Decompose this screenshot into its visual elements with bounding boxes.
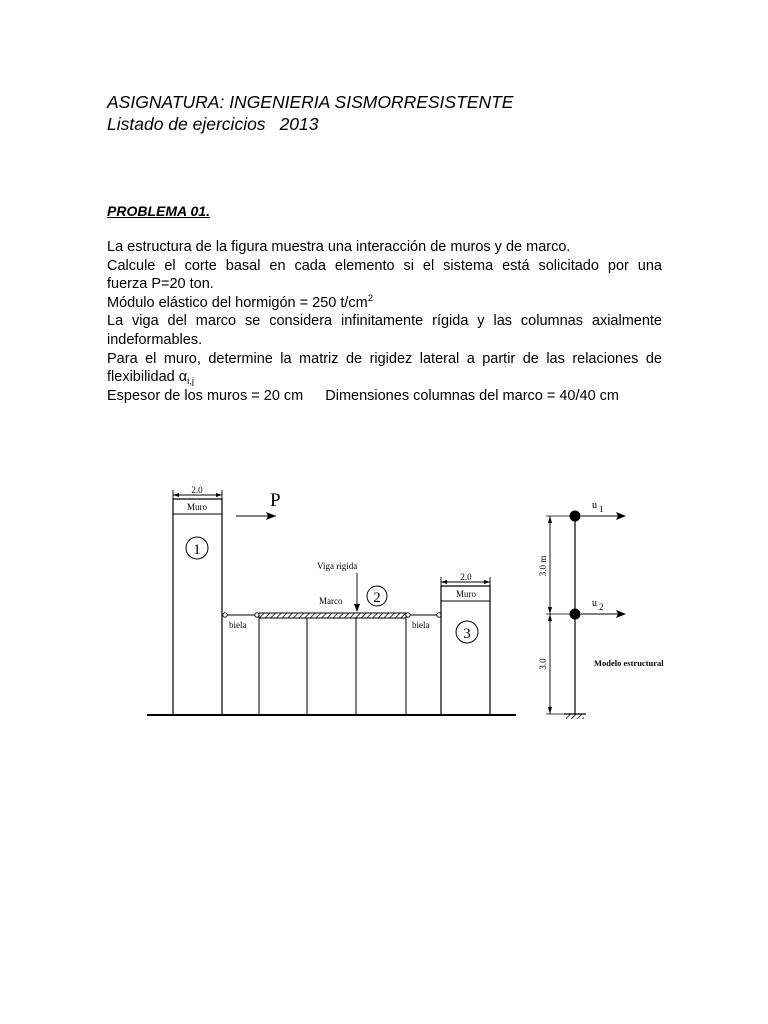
wall-1-id: 1 <box>193 542 201 558</box>
frame-id: 2 <box>373 590 381 606</box>
statement-line-2: Calcule el corte basal en cada elemento si el sistema está solicitado por una <box>107 257 662 274</box>
problem-title-text: PROBLEMA 01 <box>107 203 207 219</box>
column-dimensions-text: Dimensiones columnas del marco = 40/40 cm <box>325 387 620 404</box>
modulus-text: Módulo elástico del hormigón = 250 t/cm <box>107 294 368 311</box>
node-u2 <box>570 609 581 620</box>
height-dimension-line <box>546 516 570 714</box>
problem-title-dot: . <box>206 203 210 219</box>
beam-label: Viga rigida <box>317 561 358 571</box>
exercise-list-label: Listado de ejercicios <box>107 114 266 134</box>
biela-right-label: biela <box>412 620 430 630</box>
statement-line-6: indeformables. <box>107 331 203 348</box>
flexibility-text: flexibilidad <box>107 369 179 386</box>
frame-label: Marco <box>319 596 343 606</box>
u2-label: u 2 <box>592 598 604 612</box>
fixed-support <box>566 714 584 719</box>
wall-3-id: 3 <box>463 626 471 642</box>
statement-line-3: fuerza P=20 ton. <box>107 276 214 293</box>
rigid-beam <box>259 613 406 618</box>
node-u1 <box>570 511 581 522</box>
model-label: Modelo estructural <box>594 658 664 668</box>
statement-line-5: La viga del marco se considera infinitamente rígida y las columnas axialmente <box>107 313 662 330</box>
alpha-symbol: α <box>178 369 188 386</box>
wall-1-width-label: 2.0 <box>191 485 203 495</box>
wall-3-name: Muro <box>456 589 476 599</box>
height-top-label: 3.0 m <box>538 555 548 577</box>
biela-left-label: biela <box>229 620 247 630</box>
frame-columns <box>259 618 406 715</box>
load-arrow <box>236 512 276 520</box>
wall-1-name: Muro <box>187 502 207 512</box>
u1-label: u 1 <box>592 500 604 514</box>
modulus-exponent: 2 <box>367 292 374 304</box>
wall-1 <box>173 499 222 715</box>
height-bottom-label: 3.0 <box>538 658 548 670</box>
statement-line-1: La estructura de la figura muestra una interacción de muros y de marco. <box>107 239 571 255</box>
wall-3-width-label: 2.0 <box>460 572 472 582</box>
beam-pointer <box>354 573 360 612</box>
exercise-year: 2013 <box>279 114 319 134</box>
biela-right-hinge-1 <box>406 613 410 617</box>
statement-line-7: Para el muro, determine la matriz de rigidez lateral a partir de las relaciones de <box>107 350 662 367</box>
biela-left-hinge-1 <box>223 613 227 617</box>
wall-thickness-text: Espesor de los muros = 20 cm <box>107 387 304 404</box>
load-label: P <box>270 490 281 511</box>
course-subject: ASIGNATURA: INGENIERIA SISMORRESISTENTE <box>107 92 514 112</box>
wall-3 <box>441 586 490 715</box>
alpha-subscript: i,j <box>187 376 195 388</box>
structural-model <box>564 511 626 720</box>
